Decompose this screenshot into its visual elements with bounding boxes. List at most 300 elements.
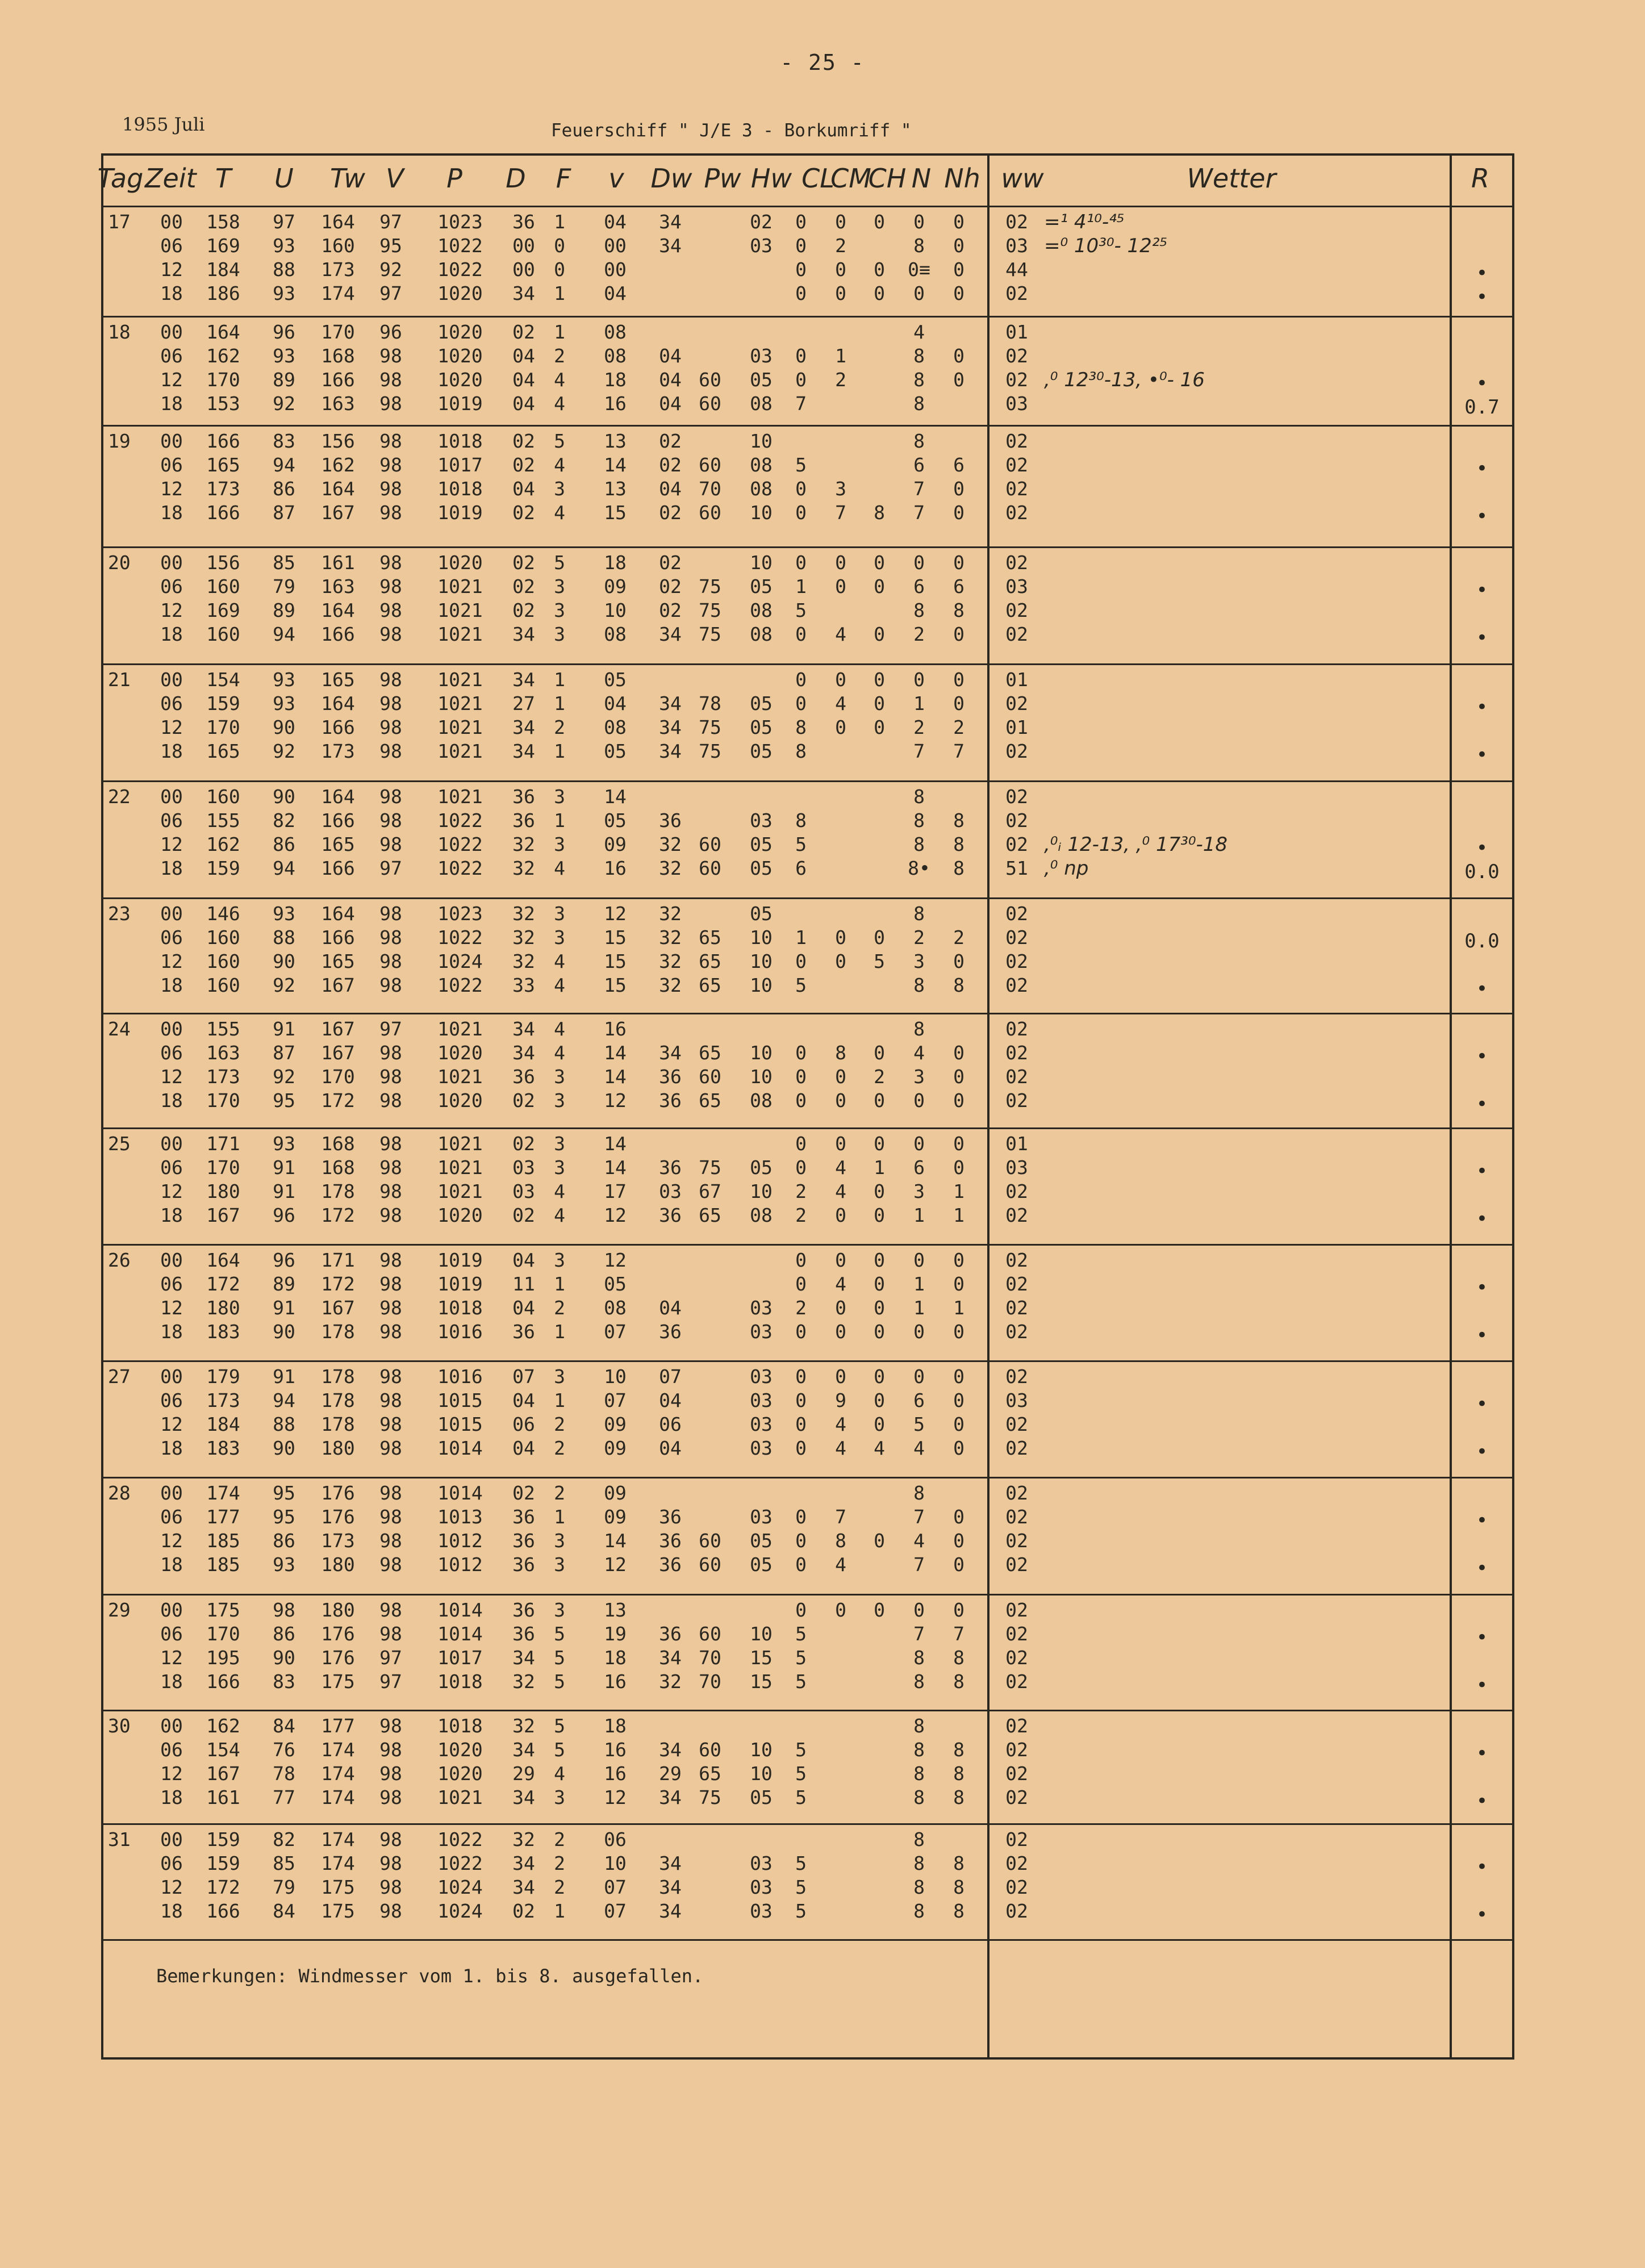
day-number: 27	[108, 1365, 131, 1388]
table-cell: 0	[795, 1599, 807, 1621]
table-cell: 1	[554, 282, 565, 304]
table-cell: 0	[874, 1089, 885, 1112]
table-cell: 1	[953, 1180, 965, 1202]
table-cell: 91	[273, 1180, 295, 1202]
table-cell: 0	[874, 1599, 885, 1621]
table-cell: 1022	[437, 235, 483, 257]
table-cell: 13	[604, 478, 627, 500]
table-cell: 2	[554, 345, 565, 367]
precipitation-value: •	[1476, 1093, 1488, 1116]
table-cell: 3	[554, 1599, 565, 1621]
precipitation-value: 0.0	[1464, 930, 1500, 953]
table-cell: 0	[953, 211, 965, 233]
table-cell: 0	[953, 235, 965, 257]
table-cell: 98	[379, 1042, 402, 1064]
table-cell: 98	[379, 786, 402, 808]
table-cell: 98	[379, 926, 402, 949]
table-cell: 1	[554, 692, 565, 715]
table-cell: 8	[913, 974, 925, 996]
table-cell: 1	[554, 211, 565, 233]
table-cell: 32	[659, 950, 682, 972]
wetter-note: =¹ 4¹⁰-⁴⁵	[1044, 211, 1125, 233]
table-cell: 00	[160, 1715, 183, 1737]
table-cell: 34	[659, 211, 682, 233]
table-cell: 17	[604, 1180, 627, 1202]
table-cell: 3	[913, 1180, 925, 1202]
table-cell: 159	[206, 857, 240, 879]
table-cell: 5	[795, 1623, 807, 1645]
table-cell: 75	[699, 623, 721, 645]
table-cell: 32	[512, 1670, 535, 1693]
day-number: 26	[108, 1249, 131, 1271]
precipitation-value: 0.0	[1464, 861, 1500, 883]
table-cell: 160	[206, 974, 240, 996]
table-cell: 07	[604, 1900, 627, 1922]
row-divider	[101, 316, 1512, 318]
table-cell: 1018	[437, 1715, 483, 1737]
table-cell: 0	[795, 1066, 807, 1088]
table-cell: 170	[321, 1066, 355, 1088]
table-cell: 12	[604, 1249, 627, 1271]
table-cell: 164	[321, 692, 355, 715]
table-cell: 12	[160, 478, 183, 500]
wetter-note: ,⁰ 12³⁰-13, •⁰- 16	[1044, 369, 1205, 391]
table-cell: 2	[953, 926, 965, 949]
day-number: 21	[108, 669, 131, 691]
table-cell: 02	[1005, 1042, 1028, 1064]
table-cell: 98	[379, 552, 402, 574]
table-cell: 12	[604, 1204, 627, 1226]
table-cell: 03	[750, 345, 773, 367]
table-cell: 05	[750, 716, 773, 738]
table-cell: 97	[379, 1647, 402, 1669]
table-cell: 36	[659, 1321, 682, 1343]
table-cell: 98	[379, 833, 402, 855]
table-cell: 03	[750, 1365, 773, 1388]
precipitation-value: •	[1476, 505, 1488, 528]
precipitation-value: •	[1476, 1276, 1488, 1299]
table-cell: 15	[604, 926, 627, 949]
table-cell: 4	[913, 1530, 925, 1552]
table-cell: 03	[750, 1852, 773, 1874]
column-header-dw: Dw	[650, 163, 692, 194]
table-cell: 8	[953, 833, 965, 855]
table-cell: 10	[750, 1066, 773, 1088]
table-cell: 5	[795, 599, 807, 621]
table-cell: 6	[913, 575, 925, 598]
table-cell: 18	[160, 1786, 183, 1808]
table-cell: 04	[512, 369, 535, 391]
table-cell: 3	[554, 575, 565, 598]
table-cell: 16	[604, 1739, 627, 1761]
table-cell: 0	[953, 1553, 965, 1576]
table-cell: 12	[160, 1180, 183, 1202]
table-cell: 8	[835, 1042, 846, 1064]
table-cell: 165	[206, 740, 240, 762]
table-cell: 04	[512, 1297, 535, 1319]
table-cell: 172	[321, 1204, 355, 1226]
table-cell: 98	[379, 1599, 402, 1621]
table-cell: 09	[604, 833, 627, 855]
table-cell: 178	[321, 1365, 355, 1388]
precipitation-value: •	[1476, 978, 1488, 1000]
column-header-hw: Hw	[750, 163, 792, 194]
table-cell: 14	[604, 1066, 627, 1088]
table-cell: 02	[1005, 1066, 1028, 1088]
table-cell: 34	[512, 669, 535, 691]
table-cell: 16	[604, 857, 627, 879]
table-cell: 05	[750, 740, 773, 762]
table-cell: 1023	[437, 903, 483, 925]
table-cell: 02	[1005, 1739, 1028, 1761]
table-cell: 90	[273, 950, 295, 972]
table-cell: 18	[160, 1089, 183, 1112]
table-cell: 166	[206, 1900, 240, 1922]
table-cell: 98	[379, 903, 402, 925]
table-cell: 03	[512, 1156, 535, 1179]
table-cell: 0	[835, 950, 846, 972]
wetter-note: ,⁰ᵢ 12-13, ,⁰ 17³⁰-18	[1044, 833, 1228, 856]
table-cell: 95	[273, 1089, 295, 1112]
table-cell: 98	[379, 1437, 402, 1459]
table-cell: 2	[835, 369, 846, 391]
table-cell: 34	[512, 1876, 535, 1898]
table-cell: 98	[273, 1599, 295, 1621]
table-cell: 60	[699, 392, 721, 415]
table-cell: 60	[699, 502, 721, 524]
table-cell: 166	[321, 809, 355, 832]
table-cell: 97	[379, 1018, 402, 1040]
table-cell: 170	[206, 1156, 240, 1179]
table-cell: 04	[512, 1249, 535, 1271]
table-cell: 5	[554, 1647, 565, 1669]
table-cell: 98	[379, 1321, 402, 1343]
table-cell: 0	[874, 716, 885, 738]
table-cell: 1021	[437, 669, 483, 691]
table-cell: 2	[554, 1852, 565, 1874]
table-cell: 8	[953, 1876, 965, 1898]
table-cell: 1015	[437, 1389, 483, 1411]
table-cell: 1021	[437, 1066, 483, 1088]
table-cell: 03	[750, 809, 773, 832]
table-cell: 98	[379, 974, 402, 996]
table-cell: 8	[795, 809, 807, 832]
table-cell: 34	[659, 1042, 682, 1064]
row-divider	[101, 425, 1512, 427]
table-cell: 32	[512, 1828, 535, 1851]
table-cell: 00	[512, 258, 535, 281]
table-cell: 170	[206, 1623, 240, 1645]
table-cell: 02	[1005, 369, 1028, 391]
table-cell: 98	[379, 1762, 402, 1785]
table-cell: 7	[795, 392, 807, 415]
table-cell: 2	[554, 1437, 565, 1459]
table-cell: 4	[554, 1180, 565, 1202]
table-cell: 173	[321, 258, 355, 281]
table-cell: 04	[659, 392, 682, 415]
table-cell: 0	[795, 950, 807, 972]
table-cell: 165	[206, 454, 240, 476]
table-cell: 65	[699, 974, 721, 996]
table-cell: 18	[160, 1553, 183, 1576]
table-cell: 98	[379, 1900, 402, 1922]
table-cell: 98	[379, 599, 402, 621]
table-cell: 05	[750, 1786, 773, 1808]
day-number: 23	[108, 903, 131, 925]
table-cell: 0	[835, 552, 846, 574]
table-cell: 15	[604, 502, 627, 524]
table-cell: 158	[206, 211, 240, 233]
table-cell: 08	[750, 478, 773, 500]
table-cell: 159	[206, 692, 240, 715]
table-cell: 0	[913, 1321, 925, 1343]
table-cell: 02	[1005, 623, 1028, 645]
table-cell: 02	[1005, 833, 1028, 855]
table-cell: 32	[512, 833, 535, 855]
table-cell: 4	[554, 950, 565, 972]
table-cell: 164	[321, 478, 355, 500]
table-cell: 32	[512, 926, 535, 949]
table-cell: 93	[273, 345, 295, 367]
table-cell: 8	[953, 974, 965, 996]
table-cell: 1	[554, 1321, 565, 1343]
table-cell: 0	[953, 478, 965, 500]
table-cell: 07	[659, 1365, 682, 1388]
table-cell: 1020	[437, 345, 483, 367]
table-cell: 0	[795, 258, 807, 281]
table-cell: 08	[750, 1204, 773, 1226]
table-cell: 18	[160, 857, 183, 879]
day-number: 24	[108, 1018, 131, 1040]
table-cell: 04	[659, 478, 682, 500]
table-cell: 01	[1005, 321, 1028, 343]
table-cell: 180	[321, 1437, 355, 1459]
table-cell: 03	[750, 1506, 773, 1528]
table-cell: 163	[321, 575, 355, 598]
table-cell: 8	[953, 1786, 965, 1808]
table-cell: 06	[160, 1156, 183, 1179]
table-cell: 8	[913, 1647, 925, 1669]
table-cell: 02	[1005, 1553, 1028, 1576]
precipitation-value: •	[1476, 1557, 1488, 1580]
table-cell: 32	[512, 950, 535, 972]
table-cell: 0	[874, 1389, 885, 1411]
table-cell: 32	[659, 974, 682, 996]
table-cell: 02	[1005, 345, 1028, 367]
header-date: 1955 Juli	[122, 114, 205, 135]
table-cell: 175	[321, 1876, 355, 1898]
table-cell: 05	[750, 575, 773, 598]
table-cell: 8	[913, 809, 925, 832]
table-cell: 12	[160, 833, 183, 855]
table-cell: 1022	[437, 1852, 483, 1874]
table-cell: 3	[554, 1365, 565, 1388]
table-cell: 12	[160, 599, 183, 621]
table-cell: 02	[512, 1089, 535, 1112]
table-cell: 96	[379, 321, 402, 343]
table-cell: 02	[1005, 926, 1028, 949]
table-cell: 0	[953, 1273, 965, 1295]
table-border-left	[101, 153, 103, 2060]
table-cell: 90	[273, 716, 295, 738]
wetter-note: ,⁰ np	[1044, 857, 1089, 880]
table-cell: 04	[512, 345, 535, 367]
table-cell: 161	[321, 552, 355, 574]
day-number: 29	[108, 1599, 131, 1621]
row-divider	[101, 546, 1512, 548]
table-cell: 10	[604, 1365, 627, 1388]
table-cell: 1	[835, 345, 846, 367]
table-cell: 02	[1005, 1530, 1028, 1552]
table-cell: 2	[953, 716, 965, 738]
table-cell: 08	[604, 623, 627, 645]
table-cell: 12	[160, 1647, 183, 1669]
table-cell: 32	[659, 833, 682, 855]
table-cell: 97	[379, 1670, 402, 1693]
table-cell: 4	[835, 1156, 846, 1179]
table-cell: 98	[379, 669, 402, 691]
table-cell: 09	[604, 1413, 627, 1435]
table-cell: 06	[160, 1042, 183, 1064]
table-cell: 1021	[437, 1786, 483, 1808]
table-cell: 05	[750, 833, 773, 855]
table-cell: 12	[160, 1530, 183, 1552]
table-cell: 8	[874, 502, 885, 524]
precipitation-value: •	[1476, 1208, 1488, 1230]
table-cell: 36	[512, 211, 535, 233]
table-cell: 186	[206, 282, 240, 304]
precipitation-value: •	[1476, 1790, 1488, 1812]
table-cell: 34	[512, 1739, 535, 1761]
table-cell: 02	[1005, 1321, 1028, 1343]
table-cell: 156	[321, 430, 355, 452]
table-cell: 09	[604, 575, 627, 598]
table-cell: 1022	[437, 926, 483, 949]
table-cell: 160	[206, 623, 240, 645]
table-cell: 03	[1005, 1156, 1028, 1179]
table-cell: 1	[795, 926, 807, 949]
table-cell: 0	[795, 1553, 807, 1576]
table-cell: 97	[273, 211, 295, 233]
table-cell: 1014	[437, 1482, 483, 1504]
table-cell: 60	[699, 1739, 721, 1761]
table-cell: 12	[160, 369, 183, 391]
table-cell: 34	[512, 1786, 535, 1808]
table-cell: 98	[379, 1273, 402, 1295]
precipitation-value: •	[1476, 579, 1488, 602]
table-cell: 12	[160, 1876, 183, 1898]
row-divider	[101, 1939, 1512, 1941]
table-cell: 60	[699, 1623, 721, 1645]
table-cell: 1017	[437, 1647, 483, 1669]
table-cell: 0	[874, 1297, 885, 1319]
table-cell: 08	[750, 392, 773, 415]
table-cell: 168	[321, 345, 355, 367]
table-cell: 0	[874, 1321, 885, 1343]
column-header-ch: CH	[868, 163, 907, 194]
table-cell: 2	[913, 716, 925, 738]
table-cell: 75	[699, 599, 721, 621]
table-cell: 167	[321, 1297, 355, 1319]
table-cell: 164	[321, 786, 355, 808]
table-cell: 1020	[437, 1042, 483, 1064]
precipitation-value: •	[1476, 1045, 1488, 1068]
table-cell: 06	[160, 1852, 183, 1874]
table-cell: 1016	[437, 1321, 483, 1343]
table-cell: 98	[379, 1506, 402, 1528]
table-cell: 18	[160, 1204, 183, 1226]
table-cell: 34	[512, 716, 535, 738]
table-cell: 98	[379, 1297, 402, 1319]
table-cell: 3	[554, 599, 565, 621]
table-cell: 13	[604, 430, 627, 452]
table-cell: 75	[699, 716, 721, 738]
table-cell: 08	[750, 454, 773, 476]
table-cell: 3	[913, 950, 925, 972]
table-cell: 0	[953, 1042, 965, 1064]
table-cell: 86	[273, 478, 295, 500]
table-cell: 167	[321, 502, 355, 524]
table-cell: 2	[795, 1204, 807, 1226]
table-cell: 03	[1005, 575, 1028, 598]
table-cell: 1020	[437, 552, 483, 574]
table-cell: 8	[913, 369, 925, 391]
table-cell: 8	[953, 1762, 965, 1785]
table-cell: 8	[913, 1876, 925, 1898]
table-cell: 02	[1005, 1413, 1028, 1435]
table-cell: 10	[750, 1042, 773, 1064]
row-divider	[101, 1823, 1512, 1825]
table-cell: 00	[160, 211, 183, 233]
table-cell: 184	[206, 1413, 240, 1435]
table-cell: 8	[913, 1900, 925, 1922]
table-cell: 0	[795, 623, 807, 645]
table-cell: 7	[913, 1553, 925, 1576]
table-cell: 02	[1005, 786, 1028, 808]
table-cell: 5	[554, 430, 565, 452]
table-cell: 07	[512, 1365, 535, 1388]
table-cell: 02	[512, 321, 535, 343]
table-cell: 4	[835, 1273, 846, 1295]
table-cell: 6	[913, 1156, 925, 1179]
table-cell: 0	[913, 282, 925, 304]
table-cell: 36	[659, 809, 682, 832]
table-cell: 8	[953, 599, 965, 621]
table-cell: 1014	[437, 1599, 483, 1621]
table-cell: 185	[206, 1530, 240, 1552]
table-cell: 1021	[437, 1156, 483, 1179]
table-cell: 10	[604, 599, 627, 621]
table-cell: 02	[659, 454, 682, 476]
table-cell: 98	[379, 1786, 402, 1808]
table-cell: 1014	[437, 1437, 483, 1459]
table-cell: 1	[913, 1297, 925, 1319]
table-cell: 0	[835, 575, 846, 598]
table-cell: 92	[273, 740, 295, 762]
table-cell: 98	[379, 430, 402, 452]
table-cell: 0	[874, 1180, 885, 1202]
table-cell: 154	[206, 1739, 240, 1761]
table-cell: 60	[699, 369, 721, 391]
table-cell: 02	[1005, 502, 1028, 524]
table-cell: 13	[604, 1599, 627, 1621]
table-cell: 168	[321, 1156, 355, 1179]
table-cell: 02	[1005, 1089, 1028, 1112]
table-cell: 1020	[437, 369, 483, 391]
table-cell: 167	[206, 1762, 240, 1785]
table-cell: 180	[206, 1180, 240, 1202]
table-cell: 95	[273, 1506, 295, 1528]
